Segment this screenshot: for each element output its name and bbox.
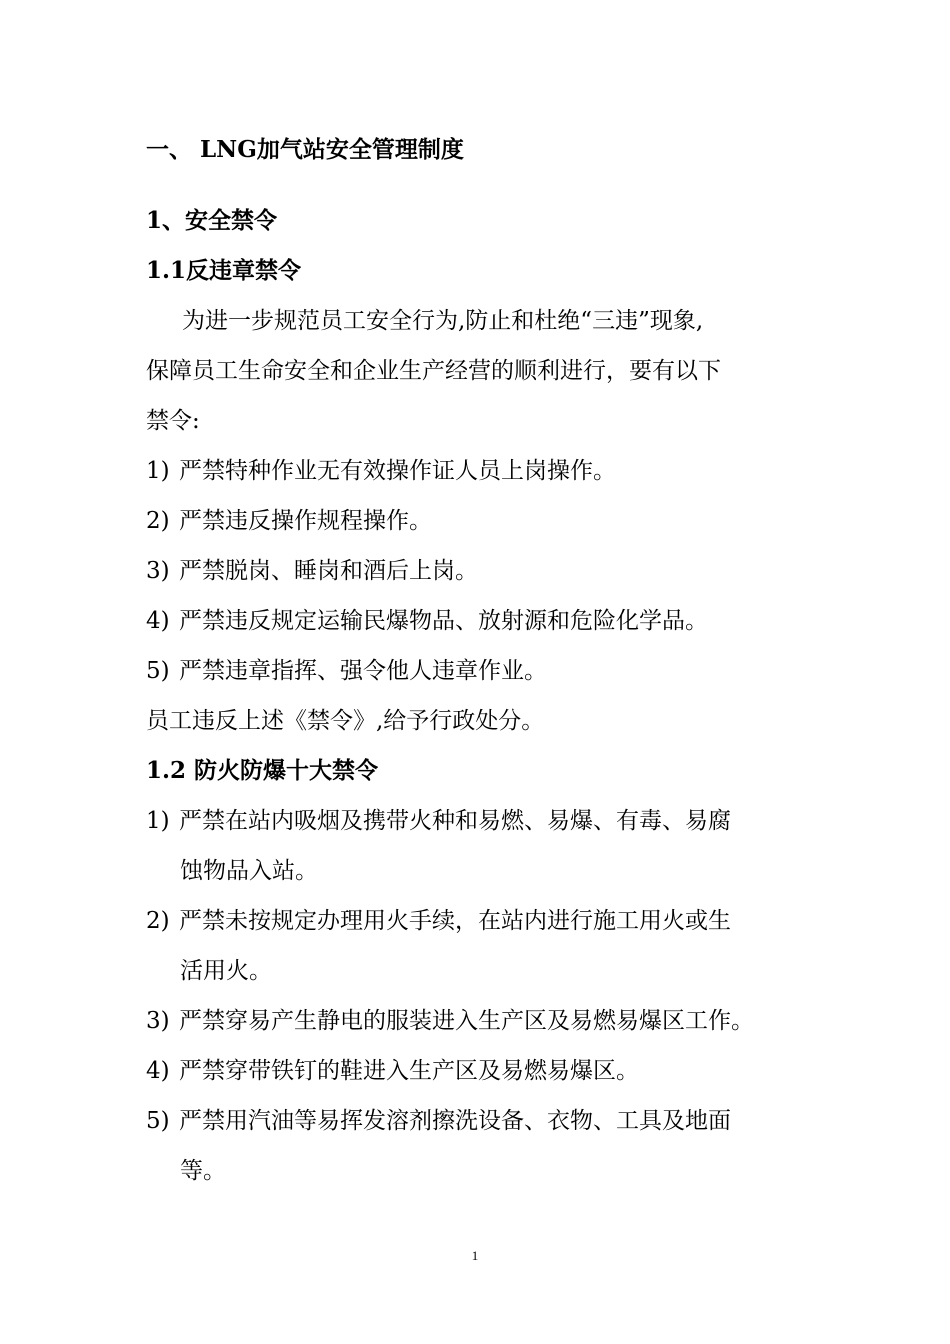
- list-item-number: 4): [146, 608, 170, 634]
- list-item-text: 严禁用汽油等易挥发溶剂擦洗设备、衣物、工具及地面: [179, 1108, 731, 1134]
- list-item: [146, 456, 616, 486]
- list-item-text: 严禁违反规定运输民爆物品、放射源和危险化学品。: [179, 608, 708, 634]
- subsection-heading-anti-violation: 1.1反违章禁令: [146, 257, 302, 284]
- list-item-continuation: 等。: [180, 1158, 226, 1184]
- list-item-number: 3): [146, 558, 170, 584]
- list-item-number: 5): [146, 1108, 170, 1134]
- list-item-number: 2): [146, 508, 170, 534]
- list-item: [146, 506, 432, 536]
- list-item-text: 严禁违反操作规程操作。: [179, 508, 432, 534]
- list-item-text: 严禁未按规定办理用火手续，在站内进行施工用火或生: [179, 908, 731, 934]
- section-heading-safety-bans: 1、安全禁令: [146, 207, 278, 234]
- closing-statement: 员工违反上述《禁令》,给予行政处分。: [146, 708, 545, 734]
- list-item-text: 严禁脱岗、睡岗和酒后上岗。: [179, 558, 478, 584]
- document-title: 一、 LNG加气站安全管理制度: [146, 136, 464, 163]
- list-item: [146, 806, 731, 836]
- list-item: [146, 556, 478, 586]
- list-item: [146, 656, 547, 686]
- intro-paragraph-line: 保障员工生命安全和企业生产经营的顺利进行，要有以下: [146, 358, 721, 384]
- list-item: [146, 906, 731, 936]
- list-item-number: 5): [146, 658, 170, 684]
- page-number: 1: [471, 1248, 479, 1263]
- list-item: [146, 1006, 754, 1036]
- list-item-continuation: 蚀物品入站。: [180, 858, 318, 884]
- list-item-number: 1): [146, 458, 170, 484]
- list-item-text: 严禁穿易产生静电的服装进入生产区及易燃易爆区工作。: [179, 1008, 754, 1034]
- list-item-text: 严禁在站内吸烟及携带火种和易燃、易爆、有毒、易腐: [179, 808, 731, 834]
- list-item-number: 4): [146, 1058, 170, 1084]
- list-item-text: 严禁特种作业无有效操作证人员上岗操作。: [179, 458, 616, 484]
- list-item-number: 3): [146, 1008, 170, 1034]
- list-item-text: 严禁穿带铁钉的鞋进入生产区及易燃易爆区。: [179, 1058, 639, 1084]
- list-item: [146, 606, 708, 636]
- list-item: [146, 1056, 639, 1086]
- list-item: [146, 1106, 731, 1136]
- intro-paragraph-line: 为进一步规范员工安全行为,防止和杜绝“三违”现象,: [182, 308, 704, 334]
- subsection-heading-fire-prevention: 1.2 防火防爆十大禁令: [146, 757, 379, 784]
- list-item-number: 2): [146, 908, 170, 934]
- list-item-number: 1): [146, 808, 170, 834]
- list-item-continuation: 活用火。: [180, 958, 272, 984]
- list-item-text: 严禁违章指挥、强令他人违章作业。: [179, 658, 547, 684]
- intro-paragraph-line: 禁令:: [146, 408, 200, 434]
